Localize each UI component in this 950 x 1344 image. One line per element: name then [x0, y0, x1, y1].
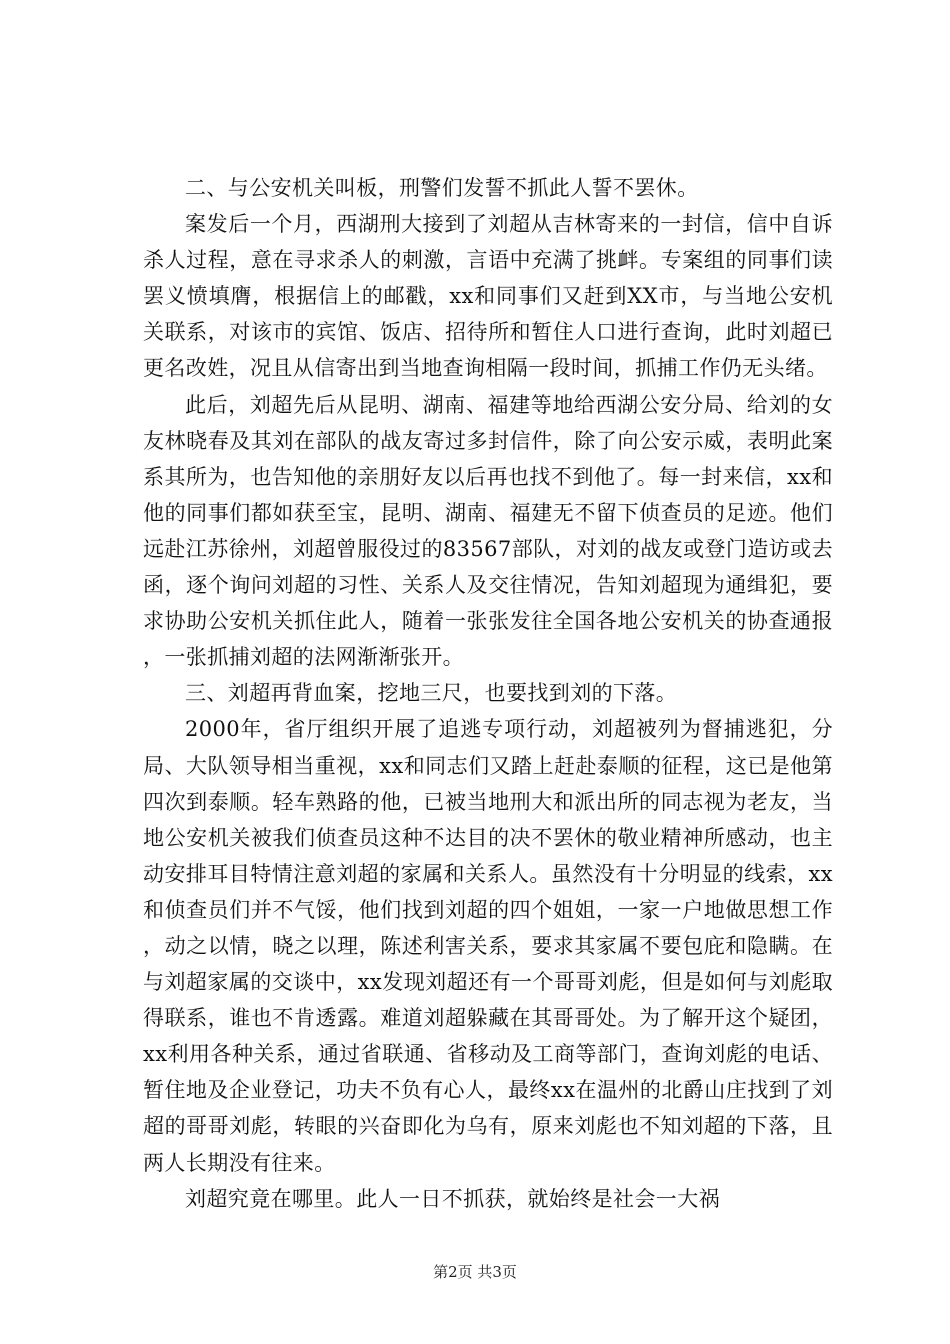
- paragraph: 此后，刘超先后从昆明、湖南、福建等地给西湖公安分局、给刘的女友林晓春及其刘在部队的战友寄过多封信件，除了向公安示威，表明此案系其所为，也告知他的亲朋好友以后再也找不到他了。每一封来信，xx和他的同事们都如获至宝，昆明、湖南、福建无不留下侦查员的足迹。他们远赴江苏徐州，刘超曾服役过的83567部队，对刘的战友或登门造访或去函，逐个询问刘超的习性、关系人及交往情况，告知刘超现为通缉犯，要求协助公安机关抓住此人，随着一张张发往全国各地公安机关的协查通报，一张抓捕刘超的法网渐渐张开。: [143, 392, 833, 670]
- paragraph-section-two-heading: 二、与公安机关叫板，刑警们发誓不抓此人誓不罢休。: [185, 176, 699, 200]
- paragraph: 案发后一个月，西湖刑大接到了刘超从吉林寄来的一封信，信中自诉杀人过程，意在寻求杀人的刺激，言语中充满了挑衅。专案组的同事们读罢义愤填膺，根据信上的邮戳，xx和同事们又赶到XX市，与当地公安机关联系，对该市的宾馆、饭店、招待所和暂住人口进行查询，此时刘超已更名改姓，况且从信寄出到当地查询相隔一段时间，抓捕工作仍无头绪。: [143, 212, 833, 381]
- paragraph: 刘超究竟在哪里。此人一日不抓获，就始终是社会一大祸: [185, 1186, 720, 1211]
- document-body: [143, 170, 833, 1217]
- paragraph-section-three-heading: 三、刘超再背血案，挖地三尺，也要找到刘的下落。: [185, 681, 678, 706]
- paragraph: 2000年，省厅组织开展了追逃专项行动，刘超被列为督捕逃犯，分局、大队领导相当重视，xx和同志们又踏上赶赴泰顺的征程，这已是他第四次到泰顺。轻车熟路的他，已被当地刑大和派出所的同志视为老友，当地公安机关被我们侦查员这种不达目的决不罢休的敬业精神所感动，也主动安排耳目特情注意刘超的家属和关系人。虽然没有十分明显的线索，xx和侦查员们并不气馁，他们找到刘超的四个姐姐，一家一户地做思想工作，动之以情，晓之以理，陈述利害关系，要求其家属不要包庇和隐瞒。在与刘超家属的交谈中，xx发现刘超还有一个哥哥刘彪，但是如何与刘彪取得联系，谁也不肯透露。难道刘超躲藏在其哥哥处。为了解开这个疑团，xx利用各种关系，通过省联通、省移动及工商等部门，查询刘彪的电话、暂住地及企业登记，功夫不负有心人，最终xx在温州的北爵山庄找到了刘超的哥哥刘彪，转眼的兴奋即化为乌有，原来刘彪也不知刘超的下落，且两人长期没有往来。: [143, 717, 833, 1175]
- page-number-footer: 第2页 共3页: [433, 1263, 517, 1281]
